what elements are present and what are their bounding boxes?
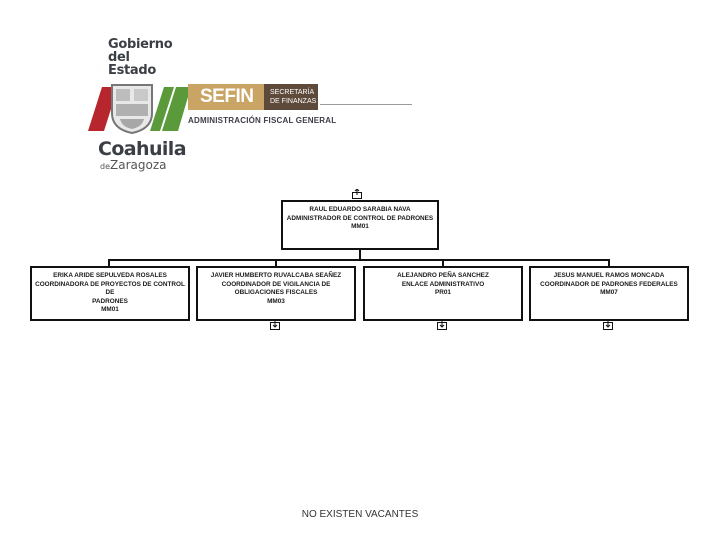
sefin-sub-line2: DE FINANZAS [270, 98, 317, 105]
gobierno-coahuila-logo [88, 37, 186, 173]
brand-top-line2: del Estado [108, 50, 157, 78]
org-child-name: ALEJANDRO PEÑA SANCHEZ [397, 272, 489, 279]
vacancies-note: NO EXISTEN VACANTES [301, 509, 419, 520]
brand-sub-text: Zaragoza [110, 158, 167, 172]
org-head-name: RAUL EDUARDO SARABIA NAVA [309, 206, 411, 213]
sefin-logo [188, 84, 318, 110]
org-child-title: ENLACE ADMINISTRATIVO [401, 280, 485, 288]
org-child-code: MM07 [600, 289, 618, 297]
org-head-title: ADMINISTRADOR DE CONTROL DE PADRONES [286, 214, 434, 222]
org-child-box-1[interactable] [30, 266, 190, 321]
org-child-box-4[interactable] [529, 266, 689, 321]
connector-horizontal [108, 259, 610, 261]
org-child-name: JESUS MANUEL RAMOS MONCADA [553, 272, 665, 279]
shield-icon [108, 81, 156, 135]
coat-of-arms [88, 81, 178, 137]
org-child-code: MM01 [101, 306, 119, 314]
org-child-title-2: OBLIGACIONES FISCALES [234, 289, 318, 297]
brand-sub [100, 159, 178, 173]
sefin-sub-line1: SECRETARÍA [270, 89, 315, 96]
brand-top-line1: Gobierno [108, 37, 173, 52]
org-child-name: ERIKA ARIDE SEPULVEDA ROSALES [53, 272, 167, 279]
expand-down-icon[interactable] [603, 320, 613, 330]
sefin-label: SEFIN [188, 84, 264, 110]
brand-sub-de: de [100, 162, 110, 171]
org-child-box-3[interactable] [363, 266, 523, 321]
org-child-title-2: PADRONES [92, 297, 128, 305]
org-head-box[interactable] [281, 200, 439, 250]
org-child-name: JAVIER HUMBERTO RUVALCABA SEAÑEZ [210, 272, 342, 279]
org-child-code: MM03 [267, 297, 285, 305]
department-title: ADMINISTRACIÓN FISCAL GENERAL [188, 116, 337, 125]
org-child-box-2[interactable] [196, 266, 356, 321]
org-head-code: MM01 [351, 223, 369, 231]
expand-down-icon[interactable] [270, 320, 280, 330]
collapse-up-icon[interactable] [352, 189, 362, 199]
brand-bottom: Coahuila [98, 138, 186, 160]
expand-down-icon[interactable] [437, 320, 447, 330]
org-child-title: COORDINADOR DE VIGILANCIA DE [221, 280, 331, 288]
org-child-title: COORDINADOR DE PADRONES FEDERALES [540, 280, 678, 288]
org-child-code: PR01 [435, 289, 451, 297]
sefin-subtitle [264, 84, 318, 110]
org-child-title: COORDINADORA DE PROYECTOS DE CONTROL DE [35, 280, 185, 297]
header-divider [320, 104, 412, 105]
